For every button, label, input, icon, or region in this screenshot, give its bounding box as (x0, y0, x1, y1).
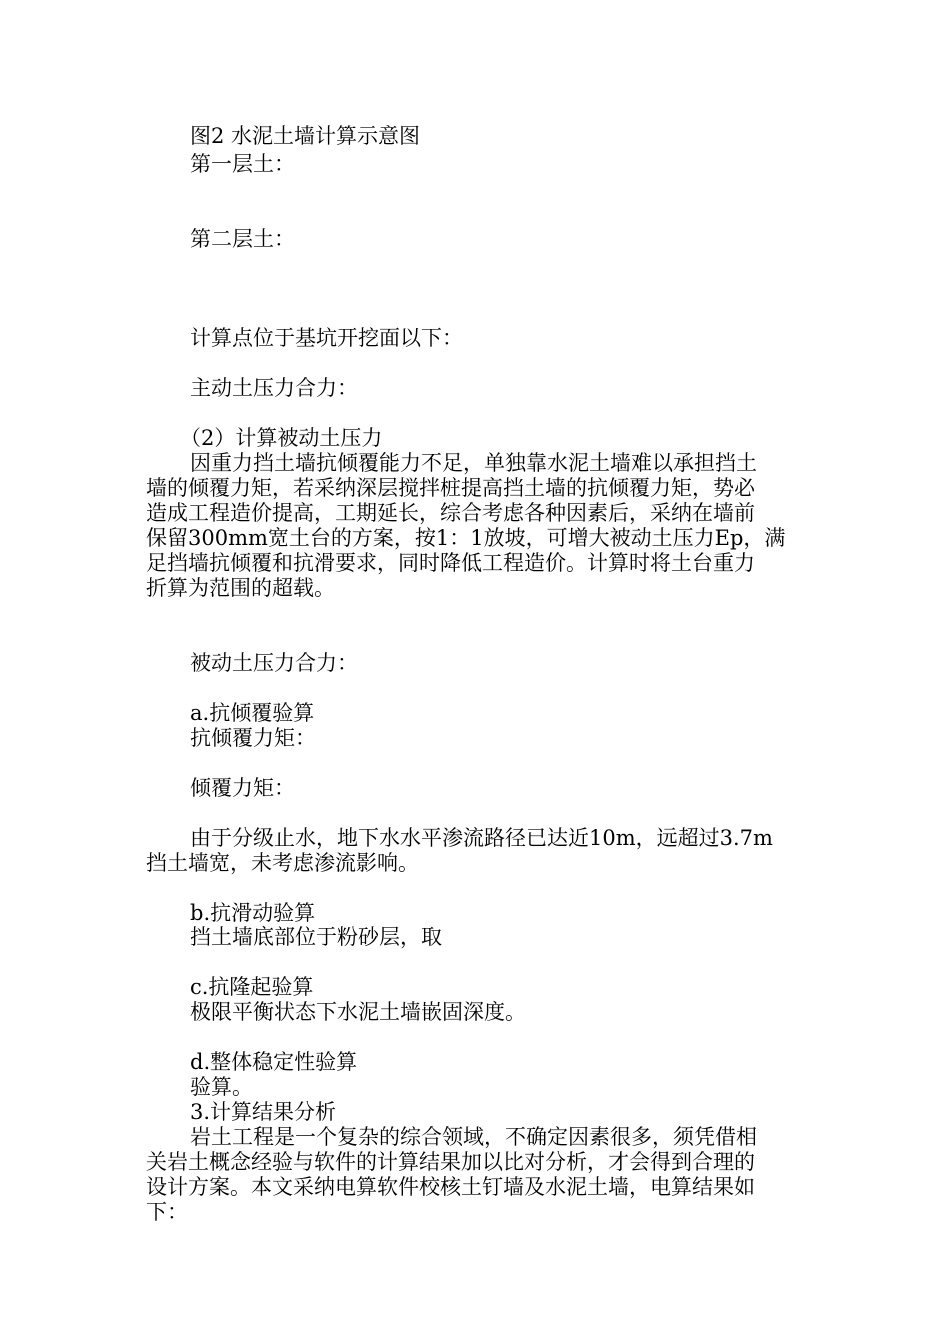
text-line: 主动土压力合力： (190, 376, 358, 400)
text-line: 设计方案。本文采纳电算软件校核土钉墙及水泥土墙，电算结果如 (146, 1175, 755, 1199)
text-line: 验算。 (190, 1075, 253, 1099)
section-heading: a.抗倾覆验算 (190, 701, 315, 725)
text-line: 由于分级止水，地下水水平渗流路径已达近10m，远超过3.7m (190, 826, 773, 850)
text-line: 因重力挡土墙抗倾覆能力不足，单独靠水泥土墙难以承担挡土 (190, 451, 757, 475)
section-heading: b.抗滑动验算 (190, 901, 316, 925)
text-line: 挡土墙宽，未考虑渗流影响。 (146, 851, 419, 875)
text-line: 计算点位于基坑开挖面以下： (190, 326, 463, 350)
text-line: 折算为范围的超载。 (146, 576, 335, 600)
text-line: 第二层土： (190, 227, 295, 251)
section-heading: （2）计算被动土压力 (180, 426, 383, 450)
text-line: 抗倾覆力矩： (190, 726, 316, 750)
text-line: 第一层土： (190, 152, 295, 176)
text-line: 造成工程造价提高，工期延长，综合考虑各种因素后，采纳在墙前 (146, 501, 755, 525)
section-heading: c.抗隆起验算 (190, 975, 314, 999)
text-line: 挡土墙底部位于粉砂层，取 (190, 925, 442, 949)
text-line: 墙的倾覆力矩，若采纳深层搅拌桩提高挡土墙的抗倾覆力矩，势必 (146, 476, 755, 500)
text-line: 关岩土概念经验与软件的计算结果加以比对分析，才会得到合理的 (146, 1150, 755, 1174)
text-line: 被动土压力合力： (190, 651, 358, 675)
text-line: 极限平衡状态下水泥土墙嵌固深度。 (190, 1000, 526, 1024)
text-line: 岩土工程是一个复杂的综合领域，不确定因素很多，须凭借相 (190, 1125, 757, 1149)
section-heading: d.整体稳定性验算 (190, 1050, 358, 1074)
text-line: 倾覆力矩： (190, 776, 295, 800)
figure-caption: 图2 水泥土墙计算示意图 (190, 124, 421, 148)
text-line: 保留300mm宽土台的方案，按1：1放坡，可增大被动土压力Ep，满 (146, 526, 786, 550)
text-line: 下： (146, 1200, 188, 1224)
text-line: 足挡墙抗倾覆和抗滑要求，同时降低工程造价。计算时将土台重力 (146, 551, 755, 575)
section-heading: 3.计算结果分析 (190, 1100, 337, 1124)
